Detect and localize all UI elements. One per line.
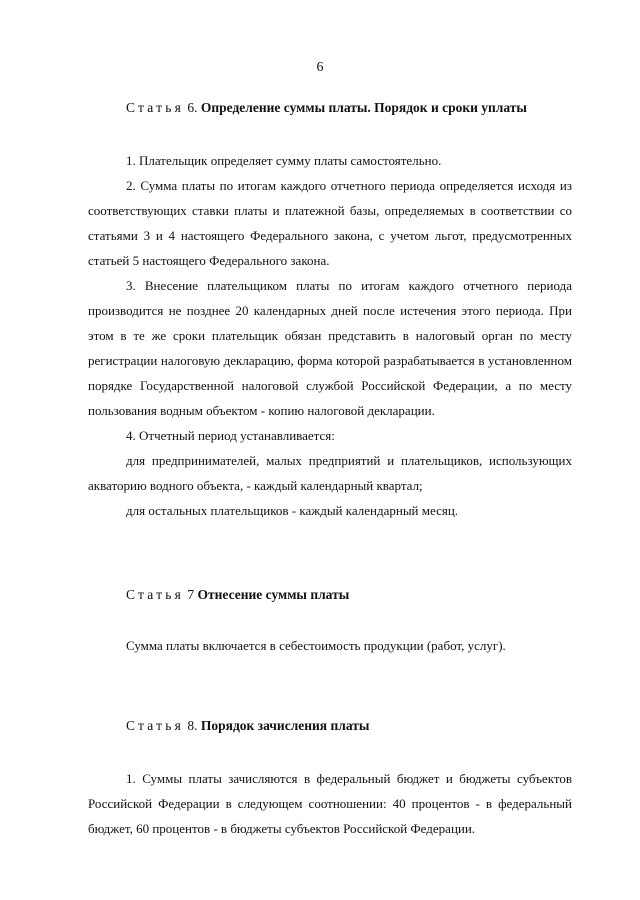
spacer [88,736,572,766]
article-8-title: Порядок зачисления платы [200,718,370,733]
article-6-list-item-2: для остальных плательщиков - каждый календарный месяц. [126,503,459,518]
article-6-paragraph-3: 3. Внесение плательщиком платы по итогам каждого отчетного периода производится не позднее 20 календарных дней после истечения этого периода. При этом в те же сроки плательщик обязан представить в налоговый орган по месту регистрации налоговую декларацию, форма которой разрабатывается в установленном порядке Государственной налоговой службой Российской Федерации, а по месту пользования водным объектом - копию налоговой декларации. [88,278,572,418]
spacer [88,523,572,585]
article-6-number: 6. [187,100,198,115]
spacer [88,605,572,633]
article-6-title: Определение суммы платы. Порядок и сроки уплаты [200,100,527,115]
article-7-title: Отнесение суммы платы [197,587,350,602]
page-number: 6 [316,60,324,75]
article-6-label: Статья [126,100,184,115]
article-6-paragraph-1: 1. Плательщик определяет сумму платы самостоятельно. [126,153,442,168]
article-7-number: 7 [187,587,195,602]
article-8-label: Статья [126,718,184,733]
article-8-number: 8. [187,718,198,733]
article-6-list-item-1: для предпринимателей, малых предприятий и плательщиков, использующих акваторию водного объекта, - каждый календарный квартал; [88,453,572,493]
article-8-paragraph-1: 1. Суммы платы зачисляются в федеральный бюджет и бюджеты субъектов Российской Федерации в следующем соотношении: 40 процентов - в федеральный бюджет, 60 процентов - в бюджеты субъектов Российской Федерации. [88,771,572,836]
article-6-paragraph-2: 2. Сумма платы по итогам каждого отчетного периода определяется исходя из соответствующих ставки платы и платежной базы, определяемых в соответствии со статьями 3 и 4 настоящего Федерального закона, с учетом льгот, предусмотренных статьей 5 настоящего Федерального закона. [88,178,572,268]
article-8-heading [88,716,572,736]
spacer [88,658,572,716]
article-7-label: Статья [126,587,184,602]
article-7-heading [88,585,572,605]
article-7-paragraph-1: Сумма платы включается в себестоимость продукции (работ, услуг). [126,638,506,653]
document-body [88,98,572,841]
article-6-heading [88,98,572,118]
article-6-paragraph-4: 4. Отчетный период устанавливается: [126,428,335,443]
spacer [88,118,572,148]
